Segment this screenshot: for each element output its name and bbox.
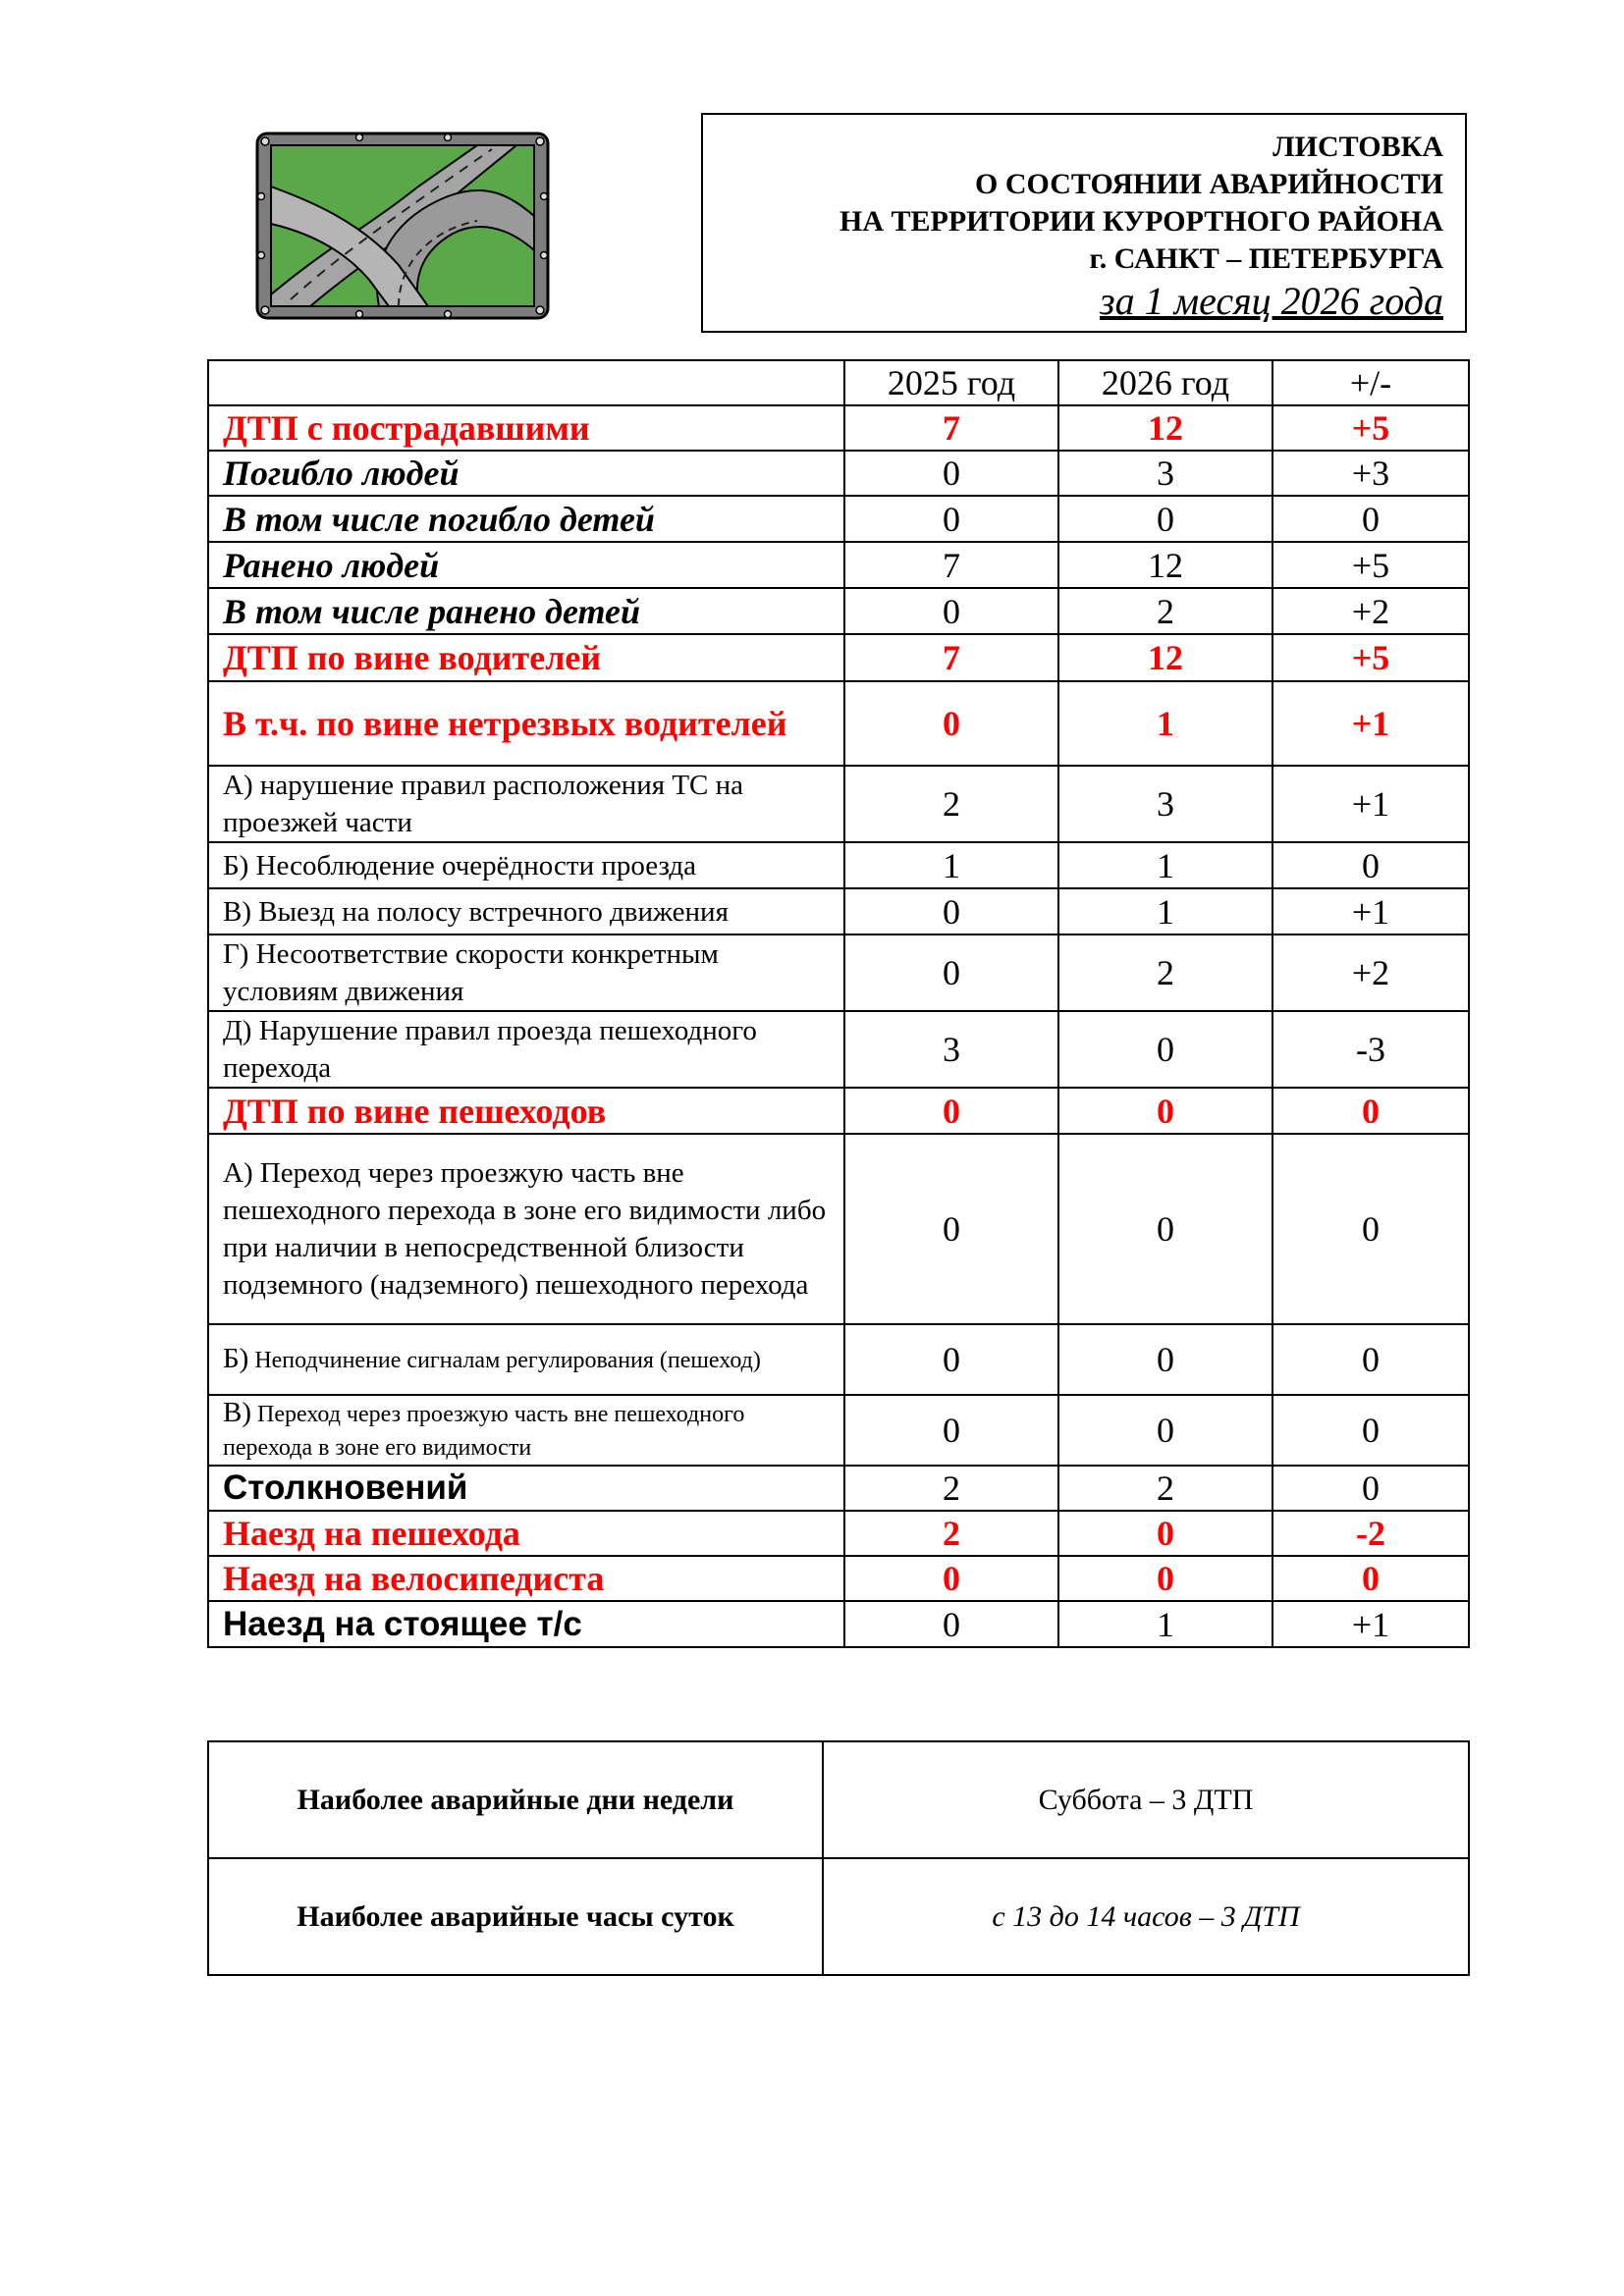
report-period: за 1 месяц 2026 года	[1099, 279, 1443, 323]
value-2026: 3	[1058, 766, 1272, 842]
row-label: А) Переход через проезжую часть вне пешеходного перехода в зоне его видимости либо при наличии в непосредственной близости подземного (надземного) пешеходного перехода	[208, 1134, 844, 1324]
value-2026: 0	[1058, 1556, 1272, 1601]
value-diff: +1	[1272, 766, 1469, 842]
column-header-2025: 2025 год	[844, 360, 1058, 405]
row-label: А) нарушение правил расположения ТС на проезжей части	[208, 766, 844, 842]
value-2025: 2	[844, 766, 1058, 842]
row-label	[208, 1324, 844, 1395]
row-label: Г) Несоответствие скорости конкретным условиям движения	[208, 934, 844, 1011]
table-row	[208, 451, 1469, 496]
table-row	[208, 1511, 1469, 1556]
value-diff: 0	[1272, 1324, 1469, 1395]
value-diff: 0	[1272, 842, 1469, 888]
row-label: Б) Несоблюдение очерёдности проезда	[208, 842, 844, 888]
row-label: Погибло людей	[208, 451, 844, 496]
row-label: Ранено людей	[208, 542, 844, 588]
value-2025: 0	[844, 1324, 1058, 1395]
value-2025: 7	[844, 405, 1058, 451]
value-diff: +5	[1272, 634, 1469, 681]
value-diff: +5	[1272, 542, 1469, 588]
value-diff: 0	[1272, 1088, 1469, 1134]
title-line: О СОСТОЯНИИ АВАРИЙНОСТИ	[975, 168, 1443, 200]
value-diff: +1	[1272, 888, 1469, 934]
leaflet-title-box	[701, 113, 1467, 333]
table-row	[208, 588, 1469, 634]
value-2025: 0	[844, 1601, 1058, 1647]
table-row	[208, 405, 1469, 451]
value-2026: 1	[1058, 681, 1272, 766]
value-diff: +5	[1272, 405, 1469, 451]
row-label: ДТП с пострадавшими	[208, 405, 844, 451]
peak-days-label: Наиболее аварийные дни недели	[208, 1741, 823, 1858]
value-diff: 0	[1272, 1556, 1469, 1601]
peak-hours-value: с 13 до 14 часов – 3 ДТП	[823, 1858, 1469, 1975]
value-diff: 0	[1272, 496, 1469, 542]
row-label: Столкновений	[208, 1466, 844, 1511]
value-2025: 0	[844, 451, 1058, 496]
value-2026: 3	[1058, 451, 1272, 496]
value-diff: +3	[1272, 451, 1469, 496]
value-2026: 0	[1058, 1011, 1272, 1088]
peak-accident-summary-table	[207, 1740, 1470, 1976]
table-row	[208, 1601, 1469, 1647]
row-label: Наезд на пешехода	[208, 1511, 844, 1556]
row-label: ДТП по вине пешеходов	[208, 1088, 844, 1134]
table-header-row	[208, 360, 1469, 405]
table-row	[208, 1466, 1469, 1511]
table-row	[208, 681, 1469, 766]
table-row	[208, 842, 1469, 888]
table-row	[208, 1011, 1469, 1088]
row-label: В том числе погибло детей	[208, 496, 844, 542]
summary-row-days	[208, 1741, 1469, 1858]
value-2026: 0	[1058, 1088, 1272, 1134]
value-diff: +1	[1272, 1601, 1469, 1647]
header-empty-cell	[208, 360, 844, 405]
value-2025: 7	[844, 634, 1058, 681]
row-label-lead: Б)	[223, 1343, 249, 1374]
value-2026: 12	[1058, 405, 1272, 451]
table-row	[208, 1395, 1469, 1466]
value-2025: 0	[844, 588, 1058, 634]
value-2025: 7	[844, 542, 1058, 588]
row-label: Д) Нарушение правил проезда пешеходного перехода	[208, 1011, 844, 1088]
value-2026: 12	[1058, 634, 1272, 681]
value-2026: 2	[1058, 588, 1272, 634]
road-interchange-logo	[251, 128, 554, 324]
value-2025: 3	[844, 1011, 1058, 1088]
title-line: ЛИСТОВКА	[1272, 131, 1443, 163]
summary-row-hours	[208, 1858, 1469, 1975]
table-row	[208, 1134, 1469, 1324]
value-2025: 0	[844, 1556, 1058, 1601]
value-2025: 2	[844, 1466, 1058, 1511]
value-diff: 0	[1272, 1395, 1469, 1466]
value-diff: +1	[1272, 681, 1469, 766]
accident-statistics-table	[207, 359, 1470, 1648]
value-2025: 0	[844, 681, 1058, 766]
value-diff: +2	[1272, 934, 1469, 1011]
value-2026: 0	[1058, 1511, 1272, 1556]
value-2025: 0	[844, 1395, 1058, 1466]
value-2025: 0	[844, 1088, 1058, 1134]
table-row	[208, 934, 1469, 1011]
table-row	[208, 634, 1469, 681]
value-2026: 1	[1058, 842, 1272, 888]
value-2025: 0	[844, 1134, 1058, 1324]
value-2026: 2	[1058, 1466, 1272, 1511]
value-2025: 0	[844, 934, 1058, 1011]
table-row	[208, 766, 1469, 842]
value-2025: 1	[844, 842, 1058, 888]
peak-hours-label: Наиболее аварийные часы суток	[208, 1858, 823, 1975]
row-label-lead: В)	[223, 1397, 251, 1428]
value-2026: 0	[1058, 1324, 1272, 1395]
table-row	[208, 1556, 1469, 1601]
row-label	[208, 1395, 844, 1466]
value-2026: 1	[1058, 1601, 1272, 1647]
row-label-text: Переход через проезжую часть вне пешеходного перехода в зоне его видимости	[223, 1402, 745, 1461]
value-diff: 0	[1272, 1134, 1469, 1324]
title-line: НА ТЕРРИТОРИИ КУРОРТНОГО РАЙОНА	[839, 205, 1443, 238]
table-row	[208, 888, 1469, 934]
value-2025: 0	[844, 888, 1058, 934]
value-2025: 2	[844, 1511, 1058, 1556]
value-2026: 0	[1058, 1395, 1272, 1466]
column-header-2026: 2026 год	[1058, 360, 1272, 405]
peak-days-value: Суббота – 3 ДТП	[823, 1741, 1469, 1858]
value-diff: -2	[1272, 1511, 1469, 1556]
row-label: Наезд на стоящее т/с	[208, 1601, 844, 1647]
row-label: В) Выезд на полосу встречного движения	[208, 888, 844, 934]
value-2026: 2	[1058, 934, 1272, 1011]
title-line: г. САНКТ – ПЕТЕРБУРГА	[1089, 242, 1443, 275]
value-diff: +2	[1272, 588, 1469, 634]
value-2026: 0	[1058, 496, 1272, 542]
column-header-diff: +/-	[1272, 360, 1469, 405]
row-label-text: Неподчинение сигналам регулирования (пешеход)	[248, 1348, 761, 1373]
table-row	[208, 496, 1469, 542]
value-diff: -3	[1272, 1011, 1469, 1088]
row-label: ДТП по вине водителей	[208, 634, 844, 681]
row-label: В т.ч. по вине нетрезвых водителей	[208, 681, 844, 766]
value-2025: 0	[844, 496, 1058, 542]
value-2026: 0	[1058, 1134, 1272, 1324]
value-2026: 1	[1058, 888, 1272, 934]
table-row	[208, 1324, 1469, 1395]
table-row	[208, 1088, 1469, 1134]
row-label: В том числе ранено детей	[208, 588, 844, 634]
table-row	[208, 542, 1469, 588]
value-2026: 12	[1058, 542, 1272, 588]
value-diff: 0	[1272, 1466, 1469, 1511]
row-label: Наезд на велосипедиста	[208, 1556, 844, 1601]
